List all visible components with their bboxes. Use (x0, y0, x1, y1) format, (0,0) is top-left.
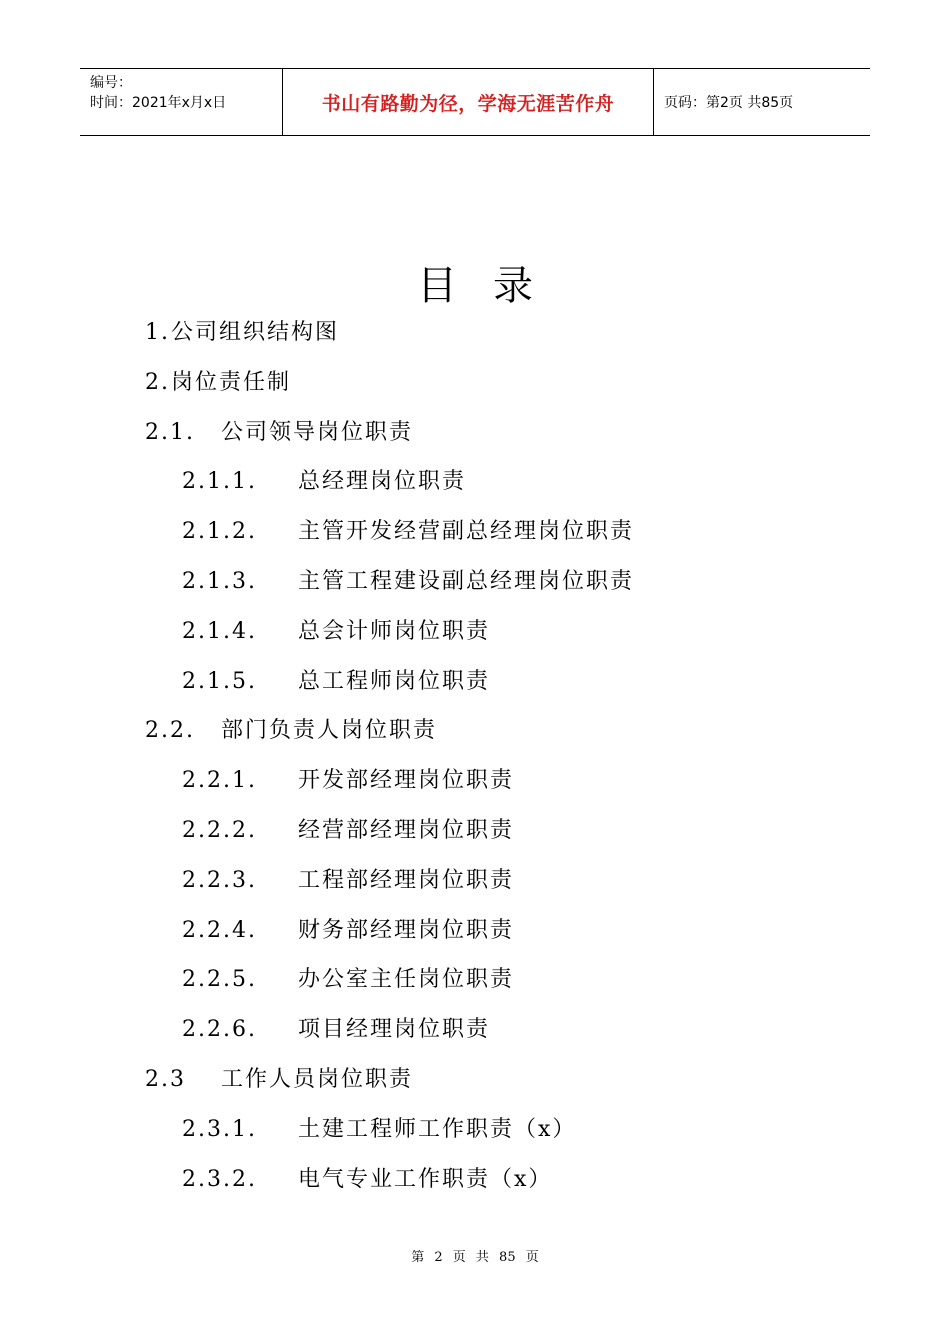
header-motto-cell (282, 69, 654, 135)
header-page-info: 页码：第2页 共85页 (664, 95, 794, 111)
toc-entry-text: 工程部经理岗位职责 (298, 867, 515, 893)
toc-entry-number: 2.3.2. (182, 1166, 257, 1192)
toc-entry-text: 公司组织结构图 (171, 320, 340, 345)
toc-entry-text: 公司领导岗位职责 (221, 419, 414, 445)
toc-entry-text: 开发部经理岗位职责 (298, 768, 515, 794)
toc-entry-number: 2.2.2. (182, 818, 257, 843)
toc-entry-text: 土建工程师工作职责（x） (298, 1116, 577, 1142)
header-meta (80, 69, 282, 135)
header-number-label: 编号： (90, 75, 132, 91)
header-page-info-cell (654, 69, 870, 135)
toc-entry-number: 2.1.3. (182, 569, 257, 594)
document-header (80, 68, 870, 136)
toc-entry-text: 财务部经理岗位职责 (298, 917, 515, 943)
toc-entry-text: 主管工程建设副总经理岗位职责 (298, 569, 635, 594)
toc-entry-text: 总工程师岗位职责 (298, 668, 491, 694)
toc-entry-text: 岗位责任制 (171, 369, 292, 395)
page-title: 目录 (417, 263, 569, 309)
toc-entry-number: 2.2.4. (182, 917, 257, 943)
toc-entry-text: 总经理岗位职责 (298, 469, 467, 495)
toc-entry-text: 总会计师岗位职责 (298, 618, 491, 644)
toc-entry-number: 2.2.6. (182, 1017, 257, 1043)
toc-entry-number: 2.1.5. (182, 668, 257, 694)
toc-entry-text: 主管开发经营副总经理岗位职责 (298, 519, 635, 545)
toc-entry-number: 2.2.1. (182, 768, 257, 794)
toc-entry-number: 2.2. (145, 718, 195, 744)
toc-entry-number: 2.2.5. (182, 967, 257, 993)
header-motto: 书山有路勤为径，学海无涯苦作舟 (321, 92, 615, 115)
toc-entry-number: 2. (145, 369, 170, 395)
toc-entry-number: 2.1.2. (182, 519, 257, 545)
toc-entry-text: 电气专业工作职责（x） (298, 1166, 553, 1192)
toc-entry-number: 2.3.1. (182, 1116, 257, 1142)
toc-entry-number: 2.2.3. (182, 867, 257, 893)
toc-entry-number: 2.3 (145, 1067, 186, 1092)
header-time-label: 时间：2021年x月x日 (90, 95, 227, 111)
toc-entry-text: 部门负责人岗位职责 (221, 718, 438, 744)
page-footer: 第 2 页 共 85 页 (411, 1250, 539, 1265)
toc-entry-number: 1. (145, 320, 170, 345)
toc-entry-text: 项目经理岗位职责 (298, 1017, 491, 1043)
toc-entry-text: 办公室主任岗位职责 (298, 967, 515, 993)
toc-entry-number: 2.1. (145, 419, 195, 445)
toc-entry-text: 经营部经理岗位职责 (298, 818, 515, 843)
toc-entry-number: 2.1.4. (182, 618, 257, 644)
toc-entry-number: 2.1.1. (182, 469, 257, 495)
toc-entry-text: 工作人员岗位职责 (221, 1067, 414, 1092)
